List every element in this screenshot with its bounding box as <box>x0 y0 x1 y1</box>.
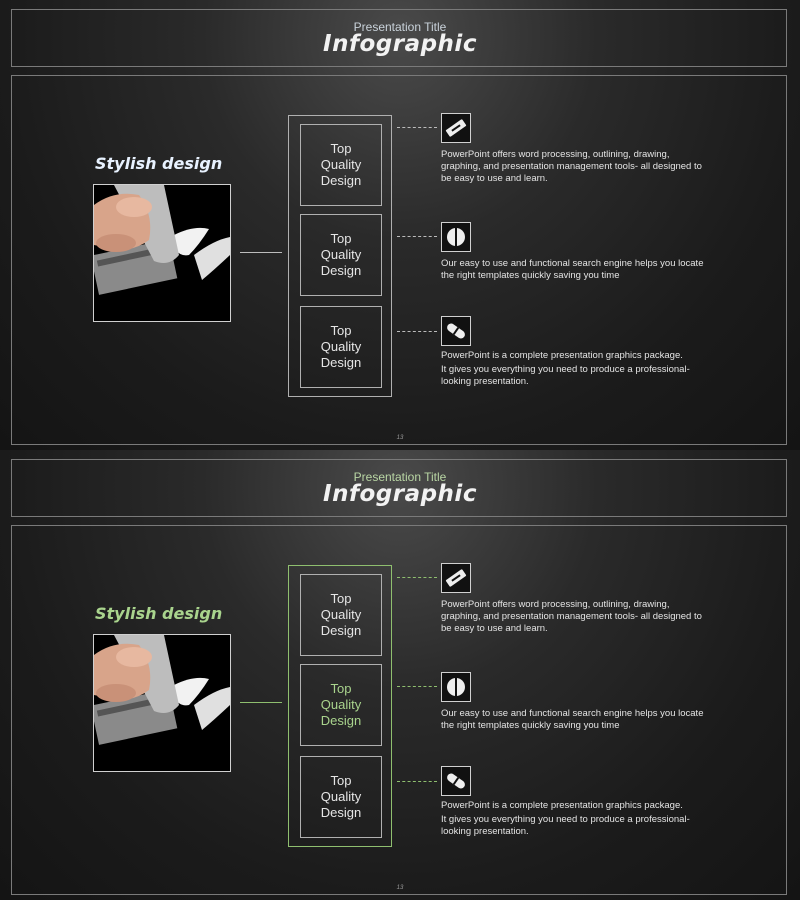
quality-box-2-highlighted: Top Quality Design <box>300 664 382 746</box>
razor-blade-icon <box>441 113 471 143</box>
capsule-icon <box>441 316 471 346</box>
dashed-connector-1 <box>397 127 437 128</box>
connector-line <box>240 252 282 253</box>
stylish-design-label: Stylish design <box>95 604 223 623</box>
presentation-title: Presentation Title <box>353 20 447 34</box>
quality-box-1: Top Quality Design <box>300 574 382 656</box>
dashed-connector-2 <box>397 686 437 687</box>
dashed-connector-3 <box>397 781 437 782</box>
feature-description-1: PowerPoint offers word processing, outlining, drawing, graphing, and presentation management tools- all designed to be easy to use and learn. <box>441 599 702 634</box>
feature-description-2: Our easy to use and functional search engine helps you locate the right templates quickly saving you time <box>441 258 704 281</box>
stylish-design-label: Stylish design <box>95 154 223 173</box>
razor-blade-icon <box>441 563 471 593</box>
main-title: Infographic <box>323 481 477 507</box>
pill-half-icon <box>441 222 471 252</box>
capsule-icon <box>441 766 471 796</box>
feature-description-2: Our easy to use and functional search engine helps you locate the right templates quickly saving you time <box>441 708 704 731</box>
presentation-title: Presentation Title <box>353 470 447 484</box>
quality-box-3: Top Quality Design <box>300 306 382 388</box>
slide-2 <box>0 450 800 900</box>
page-number: 13 <box>396 435 404 441</box>
photo-hand-razor <box>93 184 231 322</box>
page-number: 13 <box>396 885 404 891</box>
quality-box-1: Top Quality Design <box>300 124 382 206</box>
photo-hand-razor <box>93 634 231 772</box>
connector-line <box>240 702 282 703</box>
quality-box-3: Top Quality Design <box>300 756 382 838</box>
feature-description-1: PowerPoint offers word processing, outlining, drawing, graphing, and presentation management tools- all designed to be easy to use and learn. <box>441 149 702 184</box>
quality-box-2: Top Quality Design <box>300 214 382 296</box>
feature-description-3: PowerPoint is a complete presentation graphics package. It gives you everything you need to produce a professional- looking presentation. <box>441 350 690 387</box>
dashed-connector-1 <box>397 577 437 578</box>
pill-half-icon <box>441 672 471 702</box>
main-title: Infographic <box>323 31 477 57</box>
dashed-connector-2 <box>397 236 437 237</box>
dashed-connector-3 <box>397 331 437 332</box>
feature-description-3: PowerPoint is a complete presentation graphics package. It gives you everything you need to produce a professional- looking presentation. <box>441 800 690 837</box>
